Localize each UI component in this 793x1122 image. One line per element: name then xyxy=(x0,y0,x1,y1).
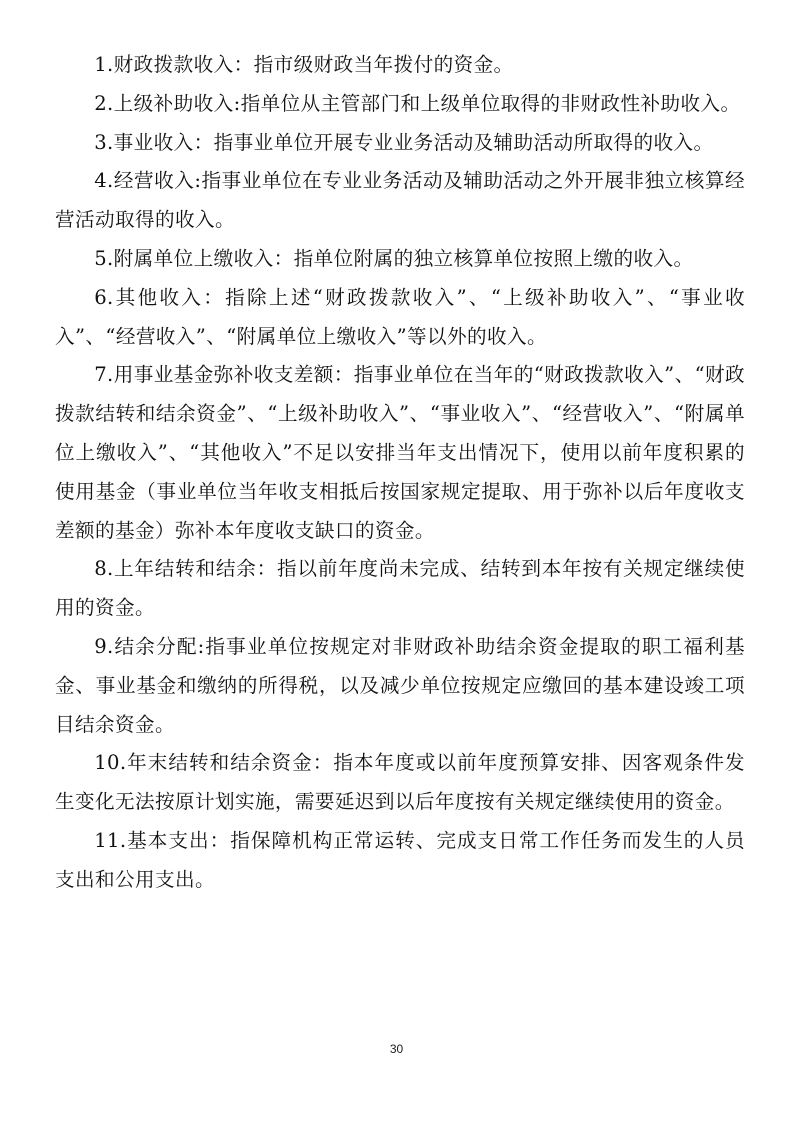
paragraph-business-income: 3.事业收入：指事业单位开展专业业务活动及辅助活动所取得的收入。 xyxy=(94,130,714,154)
paragraph-basic-expenditure: 11.基本支出：指保障机构正常运转、完成支日常工作任务而发生的人员支出和公用支出。 xyxy=(55,828,745,891)
page-number: 30 xyxy=(389,1042,404,1056)
paragraph-surplus-distribution: 9.结余分配:指事业单位按规定对非财政补助结余资金提取的职工福利基金、事业基金和缴纳的所得税，以及减少单位按规定应缴回的基本建设竣工项目结余资金。 xyxy=(55,634,745,736)
paragraph-superior-subsidy-income: 2.上级补助收入:指单位从主管部门和上级单位取得的非财政性补助收入。 xyxy=(94,91,741,115)
paragraph-subsidiary-remittance-income: 5.附属单位上缴收入：指单位附属的独立核算单位按照上缴的收入。 xyxy=(94,246,694,270)
paragraph-other-income: 6.其他收入：指除上述“财政拨款收入”、“上级补助收入”、“事业收入”、“经营收入”、“附属单位上缴收入”等以外的收入。 xyxy=(55,285,745,348)
paragraph-year-end-carryover: 10.年末结转和结余资金：指本年度或以前年度预算安排、因客观条件发生变化无法按原计划实施，需要延迟到以后年度按有关规定继续使用的资金。 xyxy=(55,751,745,814)
document-body xyxy=(55,46,745,900)
paragraph-fiscal-appropriation-income: 1.财政拨款收入：指市级财政当年拨付的资金。 xyxy=(94,53,514,76)
paragraph-prior-year-carryover: 8.上年结转和结余：指以前年度尚未完成、结转到本年按有关规定继续使用的资金。 xyxy=(55,557,745,620)
paragraph-operating-income: 4.经营收入:指事业单位在专业业务活动及辅助活动之外开展非独立核算经营活动取得的收入。 xyxy=(55,169,745,232)
paragraph-business-fund-offset: 7.用事业基金弥补收支差额：指事业单位在当年的“财政拨款收入”、“财政拨款结转和结余资金”、“上级补助收入”、“事业收入”、“经营收入”、“附属单位上缴收入”、“其他收入”不足以安排当年支出情况下，使用以前年度积累的使用基金（事业单位当年收支相抵后按国家规定提取、用于弥补以后年度收支差额的基金）弥补本年度收支缺口的资金。 xyxy=(55,363,745,542)
